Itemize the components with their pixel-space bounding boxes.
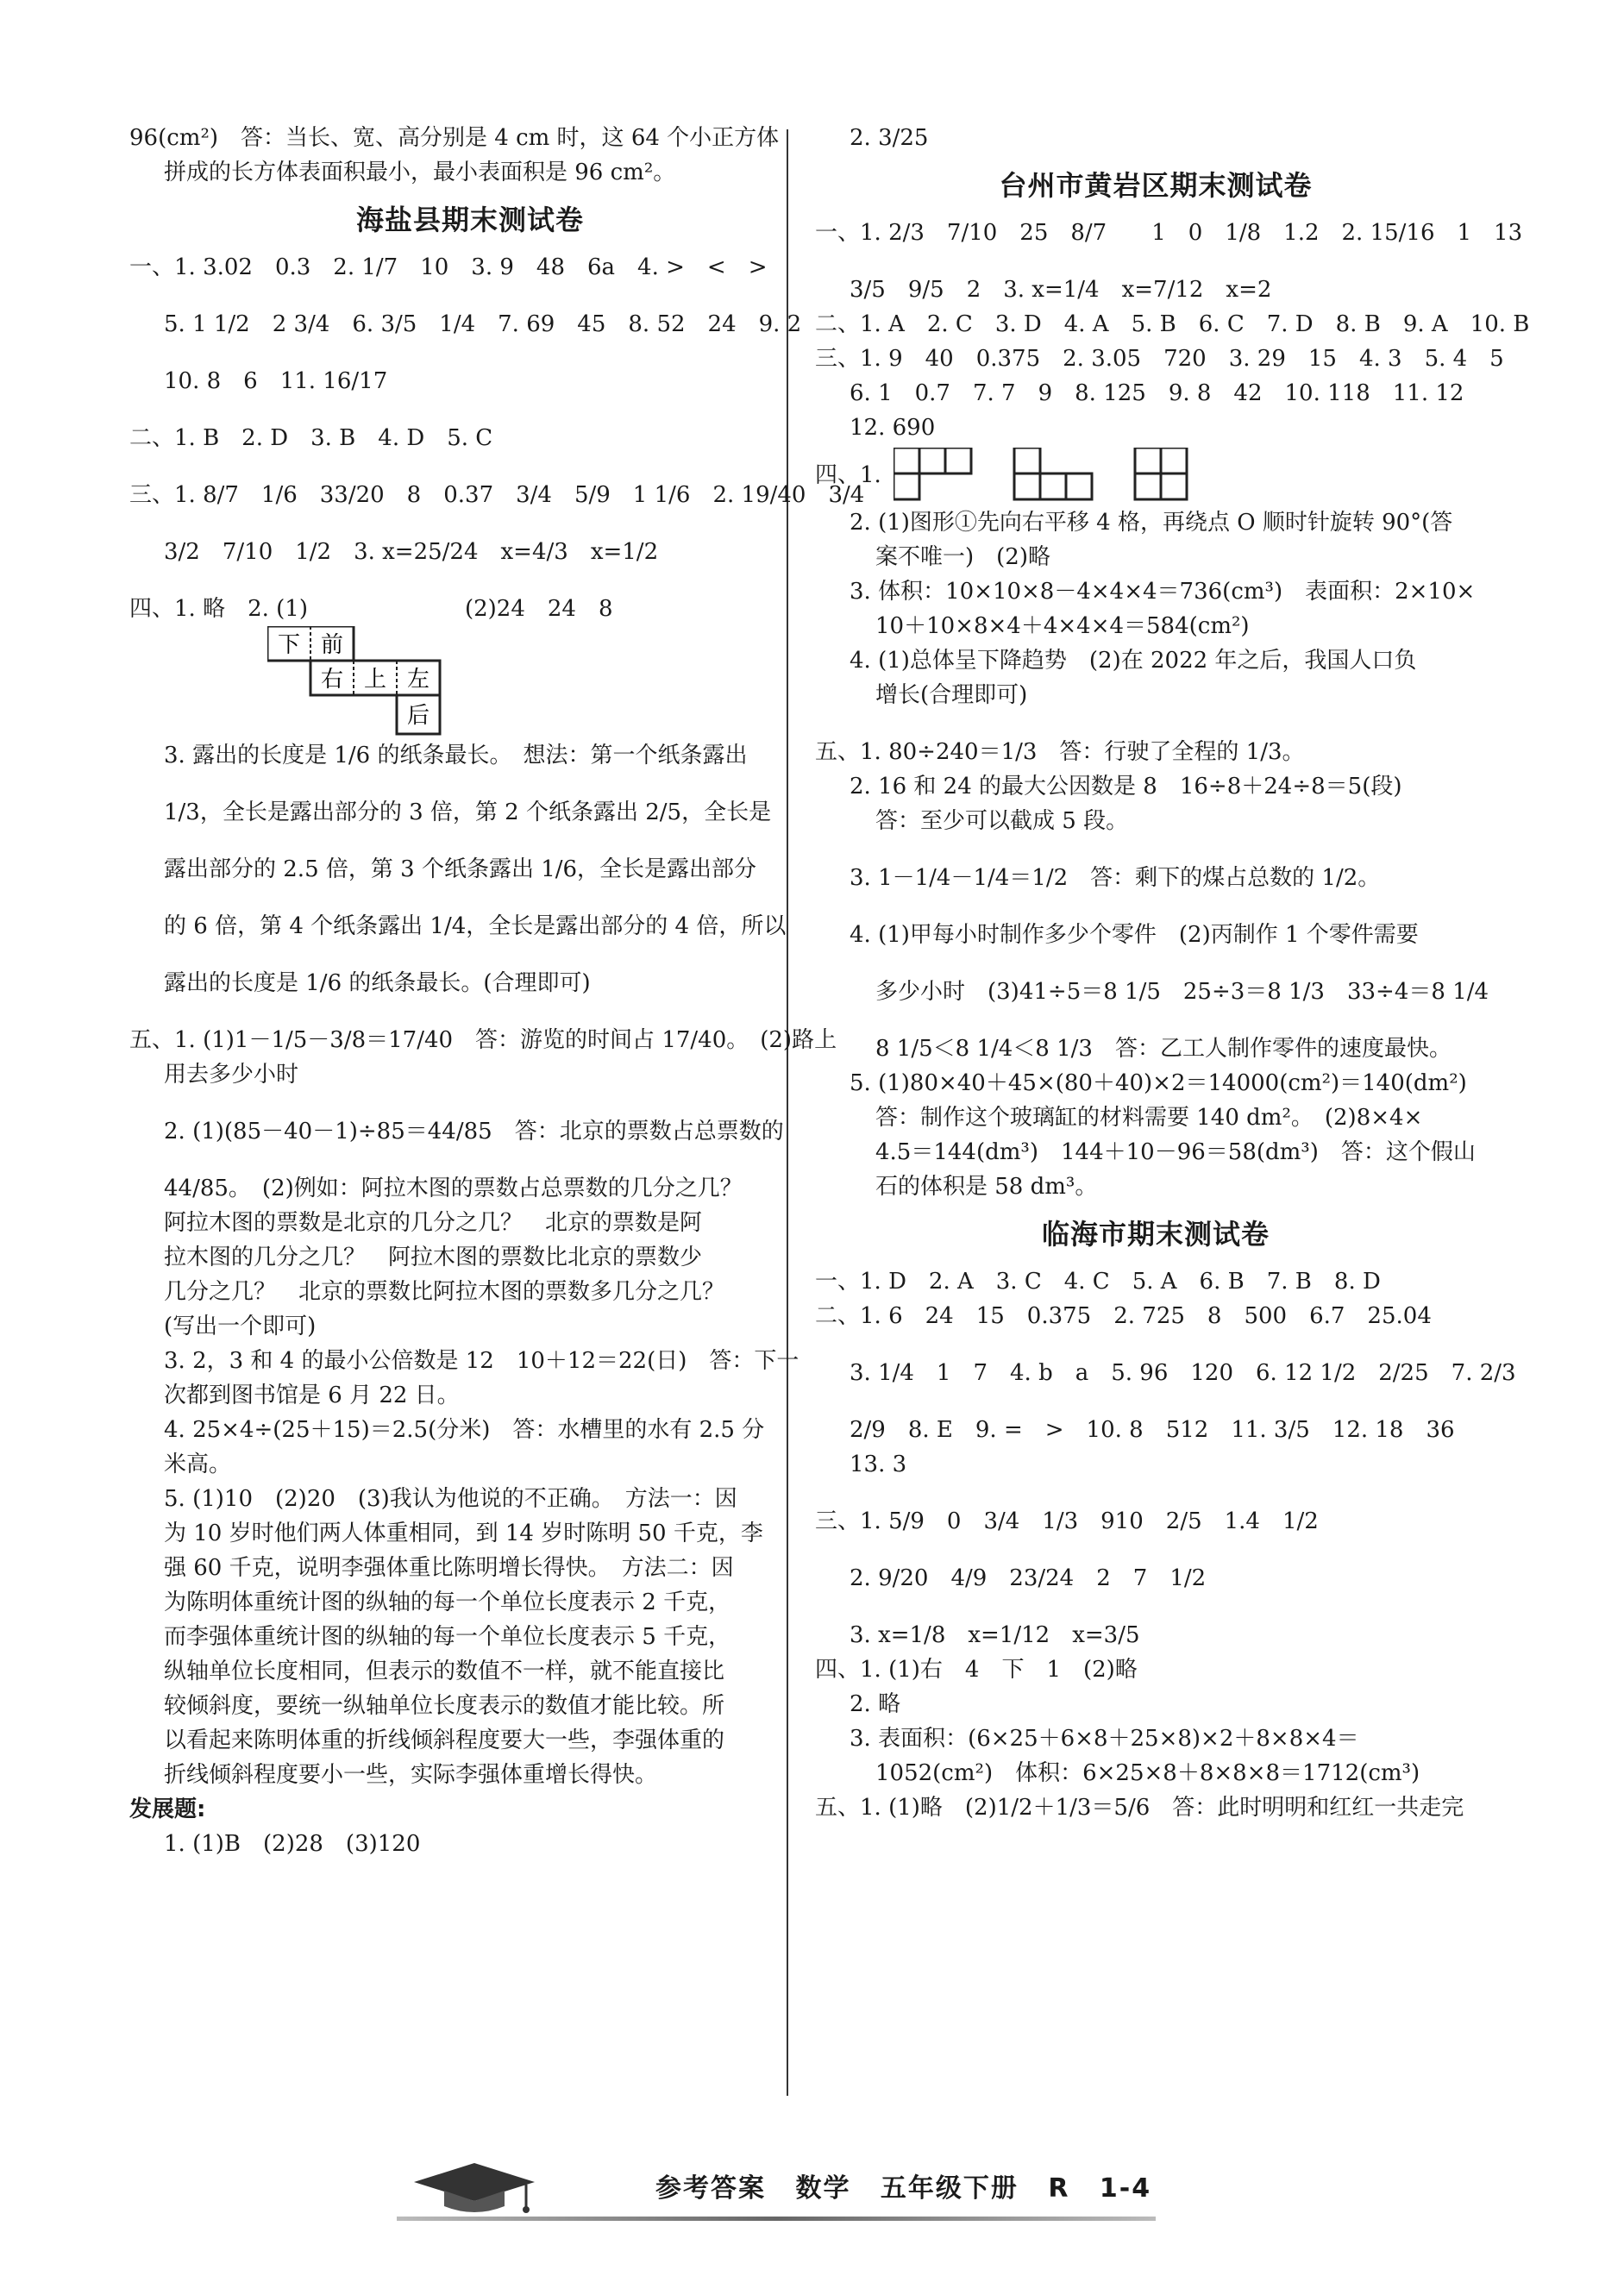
text-line: 4. (1)总体呈下降趋势 (2)在 2022 年之后，我国人口负 xyxy=(850,648,1417,674)
text-line: 五、1. (1)1－1/5－3/8＝17/40 答：游览的时间占 17/40。 (2)路上 xyxy=(129,1027,837,1053)
text-line: 较倾斜度，要统一纵轴单位长度表示的数值才能比较。所 xyxy=(164,1693,725,1719)
text-line: 2. (1)(85－40－1)÷85＝44/85 答：北京的票数占总票数的 xyxy=(164,1119,784,1144)
text-line: 三、1. 8/7 1/6 33/20 8 0.37 3/4 5/9 1 1/6 2. 19/40 3/4 xyxy=(129,482,865,508)
text-line: 8 1/5＜8 1/4＜8 1/3 答：乙工人制作零件的速度最快。 xyxy=(875,1036,1452,1062)
text-line: 用去多少小时 xyxy=(164,1062,299,1088)
text-line: 1/3，全长是露出部分的 3 倍，第 2 个纸条露出 2/5，全长是 xyxy=(164,800,772,825)
text-line: 几分之几？ 北京的票数比阿拉木图的票数多几分之几？ xyxy=(164,1279,725,1305)
text-line: 纵轴单位长度相同，但表示的数值不一样，就不能直接比 xyxy=(164,1659,725,1684)
text-line: 3. 表面积：(6×25＋6×8＋25×8)×2＋8×8×4＝ xyxy=(850,1726,1359,1752)
text-line: 阿拉木图的票数是北京的几分之几？ 北京的票数是阿 xyxy=(164,1210,703,1236)
text-line: 以看起来陈明体重的折线倾斜程度要大一些，李强体重的 xyxy=(164,1728,725,1753)
text-line: 强 60 千克，说明李强体重比陈明增长得快。 方法二：因 xyxy=(164,1555,734,1581)
text-line: 答：至少可以截成 5 段。 xyxy=(875,808,1129,834)
text-line: 五、1. 80÷240＝1/3 答：行驶了全程的 1/3。 xyxy=(815,739,1305,765)
text-line: 一、1. 2/3 7/10 25 8/7 1 0 1/8 1.2 2. 15/16 1 13 xyxy=(815,220,1523,246)
text-line: 4. 25×4÷(25＋15)＝2.5(分米) 答：水槽里的水有 2.5 分 xyxy=(164,1417,765,1443)
section-title: 临海市期末测试卷 xyxy=(1041,1218,1270,1251)
text-line: 折线倾斜程度要小一些，实际李强体重增长得快。 xyxy=(164,1762,658,1788)
net-label: 上 xyxy=(363,667,387,693)
text-line: 为 10 岁时他们两人体重相同，到 14 岁时陈明 50 千克，李 xyxy=(164,1521,763,1546)
text-line: 44/85。 (2)例如：阿拉木图的票数占总票数的几分之几？ xyxy=(164,1176,743,1201)
text-line: 3. 露出的长度是 1/6 的纸条最长。 想法：第一个纸条露出 xyxy=(164,743,748,768)
text-line: 3/2 7/10 1/2 3. x=25/24 x=4/3 x=1/2 xyxy=(164,539,659,565)
text-line: 次都到图书馆是 6 月 22 日。 xyxy=(164,1383,460,1408)
text-line: 4. (1)甲每小时制作多少个零件 (2)丙制作 1 个零件需要 xyxy=(850,922,1419,948)
text-line: 96(cm²) 答：当长、宽、高分别是 4 cm 时，这 64 个小正方体 xyxy=(129,125,780,151)
text-line: 10. 8 6 11. 16/17 xyxy=(164,368,388,394)
footer-grade: 五年级下册 xyxy=(880,2173,1019,2204)
footer-subject: 数学 xyxy=(795,2173,851,2204)
text-line: 拉木图的几分之几？ 阿拉木图的票数比北京的票数少 xyxy=(164,1245,703,1270)
text-line: 2/9 8. E 9. = > 10. 8 512 11. 3/5 12. 18 36 xyxy=(850,1417,1455,1443)
text-line: 三、1. 9 40 0.375 2. 3.05 720 3. 29 15 4. 3 5. 4 5 xyxy=(815,346,1504,372)
text-line: 拼成的长方体表面积最小，最小表面积是 96 cm²。 xyxy=(164,160,676,185)
text-line: 二、1. B 2. D 3. B 4. D 5. C xyxy=(129,425,493,451)
net-label: 下 xyxy=(277,632,301,658)
text-line: 案不唯一) (2)略 xyxy=(875,544,1050,570)
text-line: 3/5 9/5 2 3. x=1/4 x=7/12 x=2 xyxy=(850,277,1272,303)
text-line: 3. 2，3 和 4 的最小公倍数是 12 10＋12＝22(日) 答：下一 xyxy=(164,1348,799,1374)
left-column xyxy=(129,121,865,1861)
text-line: 2. (1)图形①先向右平移 4 格，再绕点 O 顺时针旋转 90°(答 xyxy=(850,510,1453,536)
text-line: 3. 1－1/4－1/4＝1/2 答：剩下的煤占总数的 1/2。 xyxy=(850,865,1381,891)
page-footer xyxy=(397,2156,1259,2225)
text-line: 四、1. 略 2. (1) (2)24 24 8 xyxy=(129,596,613,622)
text-line: 10＋10×8×4＋4×4×4＝584(cm²) xyxy=(875,613,1250,639)
text-line: 13. 3 xyxy=(850,1452,907,1477)
text-line: 多少小时 (3)41÷5＝8 1/5 25÷3＝8 1/3 33÷4＝8 1/4 xyxy=(875,979,1489,1005)
text-line: 为陈明体重统计图的纵轴的每一个单位长度表示 2 千克， xyxy=(164,1590,731,1615)
text-line: 5. (1)80×40＋45×(80＋40)×2＝14000(cm²)＝140(dm²) xyxy=(850,1070,1467,1096)
text-line: 1. (1)B (2)28 (3)120 xyxy=(164,1831,421,1857)
net-label: 右 xyxy=(320,667,344,693)
text-line: 一、1. 3.02 0.3 2. 1/7 10 3. 9 48 6a 4. > < > xyxy=(129,254,768,280)
page-number: 1-4 xyxy=(1099,2173,1152,2204)
text-line: 增长(合理即可) xyxy=(875,682,1028,708)
text-line: 二、1. A 2. C 3. D 4. A 5. B 6. C 7. D 8. B 9. A 10. B xyxy=(815,311,1530,337)
dev-title: 发展题: xyxy=(129,1797,206,1822)
footer-text xyxy=(655,2167,1170,2204)
text-line: 3. 1/4 1 7 4. b a 5. 96 120 6. 12 1/2 2/25 7. 2/3 xyxy=(850,1360,1516,1386)
text-line: 2. 3/25 xyxy=(850,125,929,151)
text-line: 2. 略 xyxy=(850,1691,901,1717)
net-label: 前 xyxy=(320,632,344,658)
text-line: 3. x=1/8 x=1/12 x=3/5 xyxy=(850,1622,1140,1648)
text-line: 1052(cm²) 体积：6×25×8＋8×8×8＝1712(cm³) xyxy=(875,1760,1420,1786)
footer-edition: R xyxy=(1048,2173,1070,2204)
graduation-cap-icon xyxy=(397,2156,569,2221)
text-line: 的 6 倍，第 4 个纸条露出 1/4，全长是露出部分的 4 倍，所以 xyxy=(164,913,787,939)
text-line: 四、1. (1)右 4 下 1 (2)略 xyxy=(815,1657,1138,1683)
text-line: 四、1. xyxy=(815,462,881,488)
text-line: 石的体积是 58 dm³。 xyxy=(875,1174,1098,1200)
text-line: 三、1. 5/9 0 3/4 1/3 910 2/5 1.4 1/2 xyxy=(815,1508,1319,1534)
grid-shapes-svg xyxy=(894,448,1256,503)
cube-net-svg xyxy=(267,626,457,738)
text-line: 12. 690 xyxy=(850,415,936,441)
text-line: 2. 9/20 4/9 23/24 2 7 1/2 xyxy=(850,1565,1207,1591)
text-line: 露出的长度是 1/6 的纸条最长。(合理即可) xyxy=(164,970,591,996)
text-line: (写出一个即可) xyxy=(164,1314,317,1339)
text-line: 4.5＝144(dm³) 144＋10－96＝58(dm³) 答：这个假山 xyxy=(875,1139,1476,1165)
right-column xyxy=(815,121,1530,1825)
text-line: 3. 体积：10×10×8－4×4×4＝736(cm³) 表面积：2×10× xyxy=(850,579,1476,605)
cube-net-figure xyxy=(267,626,811,738)
text-line: 5. 1 1/2 2 3/4 6. 3/5 1/4 7. 69 45 8. 52 24 9. 2 xyxy=(164,311,802,337)
section-title: 海盐县期末测试卷 xyxy=(355,204,584,236)
text-line: 6. 1 0.7 7. 7 9 8. 125 9. 8 42 10. 118 11. 12 xyxy=(850,380,1464,406)
text-line: 露出部分的 2.5 倍，第 3 个纸条露出 1/6，全长是露出部分 xyxy=(164,856,757,882)
text-line: 2. 16 和 24 的最大公因数是 8 16÷8＋24÷8＝5(段) xyxy=(850,774,1402,800)
text-line: 米高。 xyxy=(164,1452,232,1477)
text-line: 答：制作这个玻璃缸的材料需要 140 dm²。 (2)8×4× xyxy=(875,1105,1423,1131)
net-label: 左 xyxy=(406,667,430,693)
footer-rule xyxy=(397,2217,1156,2221)
text-line: 一、1. D 2. A 3. C 4. C 5. A 6. B 7. B 8. D xyxy=(815,1269,1381,1295)
section-title: 台州市黄岩区期末测试卷 xyxy=(999,169,1313,202)
text-line: 二、1. 6 24 15 0.375 2. 725 8 500 6.7 25.04 xyxy=(815,1303,1432,1329)
net-label: 后 xyxy=(406,703,430,729)
text-line: 而李强体重统计图的纵轴的每一个单位长度表示 5 千克， xyxy=(164,1624,731,1650)
text-line: 5. (1)10 (2)20 (3)我认为他说的不正确。 方法一：因 xyxy=(164,1486,737,1512)
footer-label: 参考答案 xyxy=(655,2173,766,2204)
text-line: 五、1. (1)略 (2)1/2＋1/3＝5/6 答：此时明明和红红一共走完 xyxy=(815,1795,1464,1821)
grid-shapes-row xyxy=(815,445,1496,505)
